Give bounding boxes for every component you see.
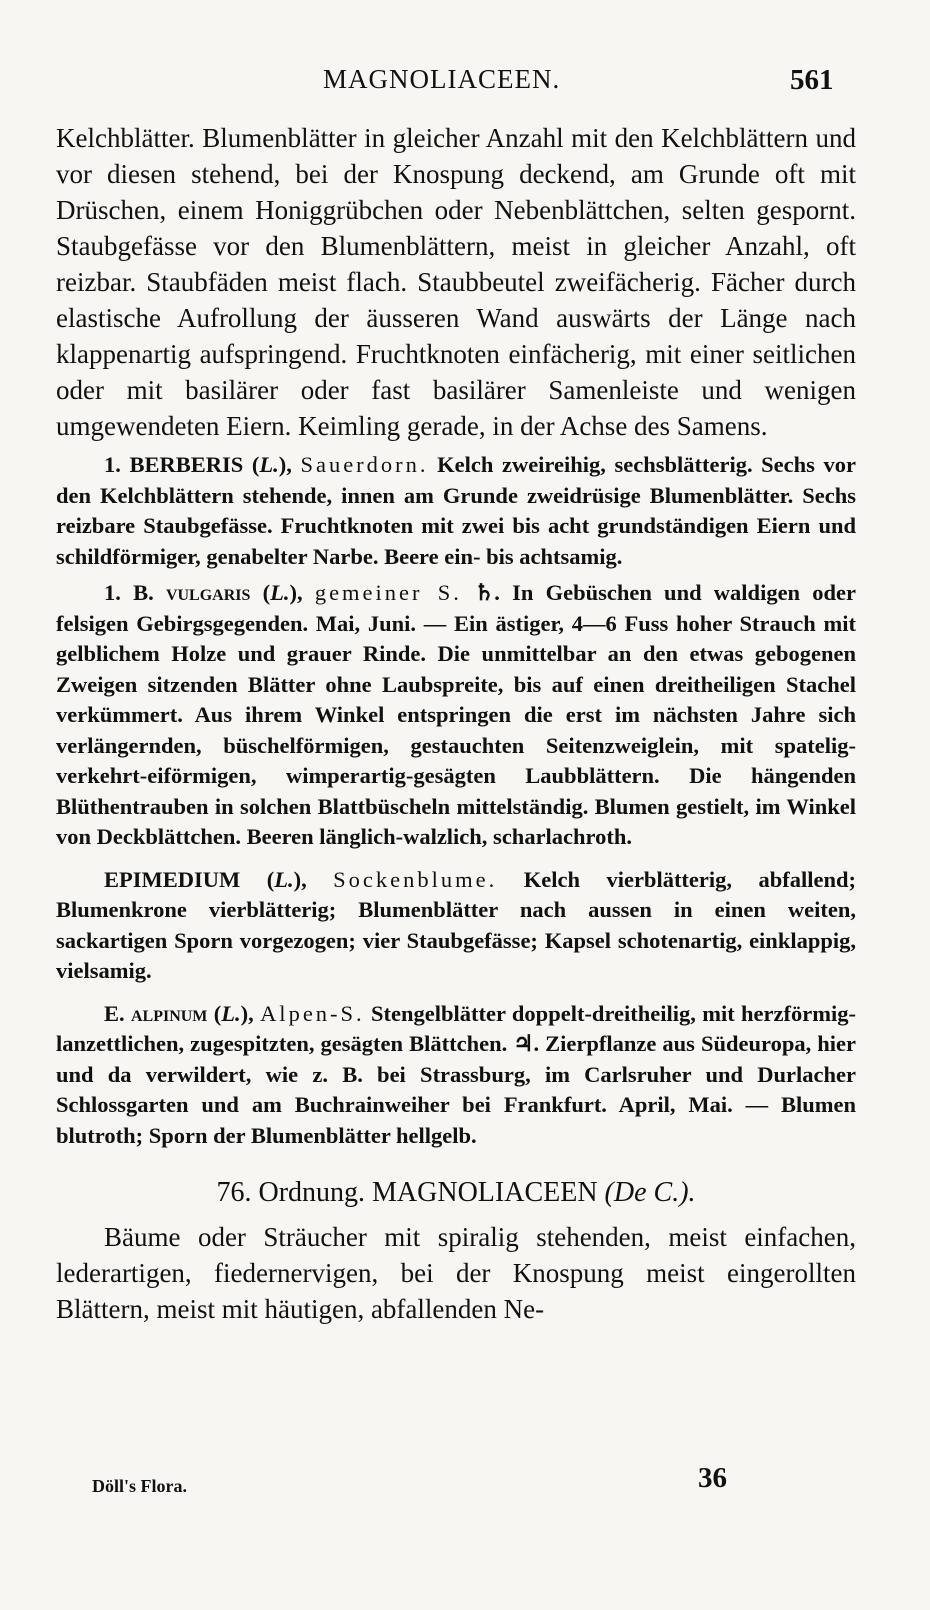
genus-berberis-description: Kelch zweireihig, sechsblätterig. Sechs vor den Kelchblättern stehende, innen am Grunde zweidrüsige Blumenblätter. Sechs reizbare Staubgefässe. Fruchtknoten mit zwei bis acht grundständigen Eiern und schildförmiger, genabelter Narbe. Beere ein- bis achtsamig. [56,452,856,569]
species-alpinum-author: L. [221,1000,241,1026]
footer-sheet-number: 36 [698,1462,727,1494]
genus-berberis-number: 1. BERBERIS ( [104,452,260,477]
species-vulgaris-paragraph [56,578,856,853]
species-vulgaris-author: L. [270,580,290,605]
footer-signature: Döll's Flora. [92,1476,187,1496]
page-number: 561 [790,64,834,96]
species-vulgaris-common-name: gemeiner S. [314,580,462,605]
perennial-symbol-icon: ♃ [513,1031,534,1056]
species-vulgaris-open: ( [250,580,271,605]
species-alpinum-description-a: Stengelblätter doppelt-dreitheilig, mit herzförmig-lanzettlichen, zugespitzten, gesägten Blättchen. [56,1000,856,1056]
order-name: MAGNOLIACEEN [372,1177,598,1208]
species-alpinum-name: alpinum [130,1000,208,1026]
species-vulgaris-name: vulgaris [165,580,251,605]
species-vulgaris-description: . In Gebüschen und waldigen oder felsigen Gebirgsgegenden. Mai, Juni. — Ein ästiger, 4—6 Fuss hoher Strauch mit gelblichem Holze und grauer Rinde. Die unmittelbar an den etwas gebogenen Zweigen sitzenden Blätter ohne Laubspreite, bis auf einen dreitheiligen Stachel verkümmert. Aus ihrem Winkel entspringen die erst im nächsten Jahre sich verlängernden, büschelförmigen, gestauchten Seitenzweiglein, mit spatelig-verkehrt-eiförmigen, wimperartig-gesägten Laubblättern. Die hängenden Blüthentrauben in solchen Blattbüscheln mittelständig. Blumen gestielt, im Winkel von Deckblättchen. Beeren länglich-walzlich, scharlachroth. [56,580,857,849]
genus-epimedium-close: ), [293,866,334,892]
species-alpinum-description-b: . Zierpflanze aus Südeuropa, hier und da verwildert, wie z. B. bei Strassburg, im Carlsruher und Durlacher Schlossgarten und am Buchrainweiher bei Frankfurt. April, Mai. — Blumen blutroth; Sporn der Blumenblätter hellgelb. [56,1031,856,1148]
genus-epimedium-common-name: Sockenblume. [333,866,498,892]
intro-paragraph: Kelchblätter. Blumenblätter in gleicher Anzahl mit den Kelchblättern und vor diesen stehend, bei der Knospung deckend, am Grunde oft mit Drüschen, einem Honiggrübchen oder Nebenblättchen, selten gespornt. Staubgefässe vor den Blumenblättern, meist in gleicher Anzahl, oft reizbar. Staubfäden meist flach. Staubbeutel zweifächerig. Fächer durch elastische Aufrollung der äusseren Wand auswärts der Länge nach klappenartig aufspringend. Fruchtknoten einfächerig, mit einer seitlichen oder mit basilärer oder fast basilärer Samenleiste und wenigen umgewendeten Eiern. Keimling gerade, in der Achse des Samens. [56,123,856,441]
species-alpinum-close: ), [240,1000,261,1026]
genus-berberis-close: ), [278,452,301,477]
genus-epimedium-description: Kelch vierblätterig, abfallend; Blumenkrone vierblätterig; Blumenblätter nach aussen in einen weiten, sackartigen Sporn vorgezogen; vier Staubgefässe; Kapsel schotenartig, einklappig, vielsamig. [56,866,857,983]
species-vulgaris-close: ), [289,580,315,605]
order-label: 76. Ordnung. [216,1177,373,1208]
species-alpinum-number: E. [104,1000,131,1026]
shrub-symbol-icon: ♄ [474,580,495,605]
body-text [56,120,856,1327]
order-description-paragraph: Bäume oder Sträucher mit spiralig stehenden, meist einfachen, lederartigen, fiedernervigen, bei der Knospung meist eingerollten Blättern, meist mit häutigen, abfallenden Ne- [56,1222,856,1324]
species-alpinum-paragraph [56,999,856,1152]
genus-epimedium-number: EPIMEDIUM ( [104,866,275,892]
species-alpinum-open: ( [207,1000,222,1026]
genus-berberis-paragraph [56,450,856,572]
species-alpinum-common-name: Alpen-S. [260,1000,365,1026]
running-head [0,64,930,100]
running-head-title: MAGNOLIACEEN. [323,64,561,94]
species-vulgaris-number: 1. B. [104,580,166,605]
genus-berberis-author: L. [259,452,279,477]
genus-epimedium-author: L. [274,866,294,892]
order-author: (De C.). [604,1177,696,1208]
genus-berberis-common-name: Sauerdorn. [300,452,429,477]
genus-epimedium-paragraph [56,865,856,987]
order-heading [56,1173,856,1213]
